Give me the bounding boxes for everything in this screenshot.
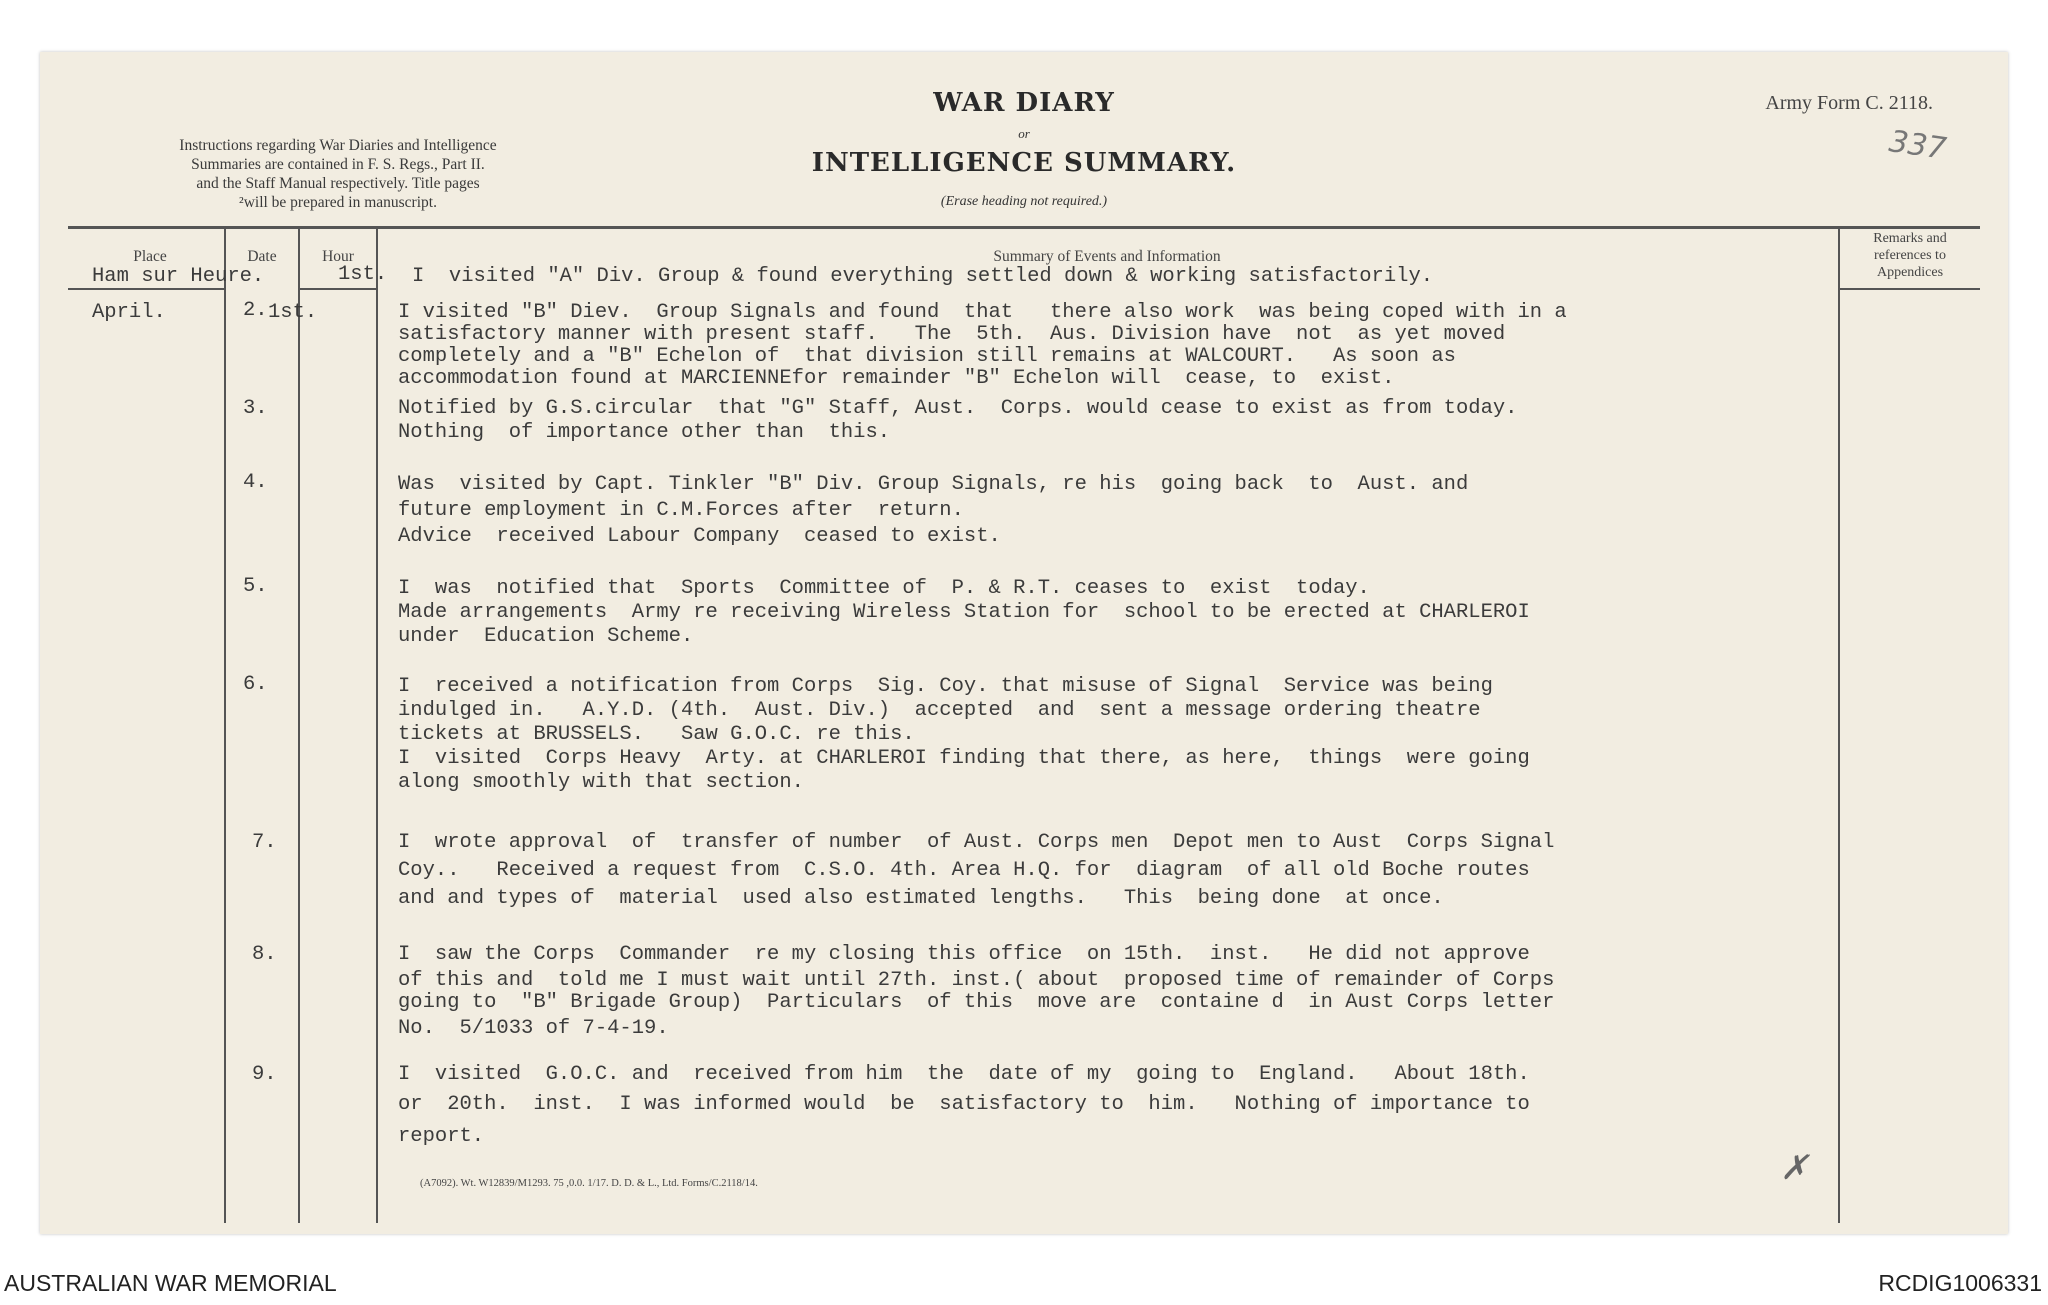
column-header-date: Date (247, 248, 277, 265)
form-print-footer: (A7092). Wt. W12839/M1293. 75 ,0.0. 1/17. D. D. & L., Ltd. Forms/C.2118/14. (420, 1178, 758, 1189)
header-bottom-rule (298, 288, 376, 290)
entry-line: indulged in. A.Y.D. (4th. Aust. Div.) accepted and sent a message ordering theatre (398, 699, 1481, 722)
handwritten-page-number: 337 (1886, 124, 1949, 167)
entry-date: 4. (243, 471, 268, 494)
entry-place: Ham sur Heure. (92, 265, 265, 288)
entry-line: Was visited by Capt. Tinkler "B" Div. Group Signals, re his going back to Aust. and (398, 473, 1469, 496)
entry-date: 6. (243, 673, 268, 696)
column-divider (1838, 228, 1840, 1223)
entry-line: Coy.. Received a request from C.S.O. 4th. Area H.Q. for diagram of all old Boche routes (398, 859, 1530, 882)
header-bottom-rule (68, 288, 224, 290)
entry-line: I was notified that Sports Committee of P. & R.T. ceases to exist today. (398, 577, 1370, 600)
entry-line: or 20th. inst. I was informed would be satisfactory to him. Nothing of importance to (398, 1093, 1530, 1116)
column-header-place: Place (133, 248, 167, 265)
entry-line: I saw the Corps Commander re my closing this office on 15th. inst. He did not approve (398, 943, 1530, 966)
entry-line: I visited "A" Div. Group & found everything settled down & working satisfactorily. (412, 265, 1434, 288)
header-bottom-rule (1838, 288, 1980, 290)
entry-date: 7. (252, 831, 277, 854)
entry-line: report. (398, 1125, 485, 1148)
record-id: RCDIG1006331 (1878, 1270, 2042, 1296)
instructions-line: Instructions regarding War Diaries and Intelligence (179, 137, 497, 154)
column-header-hour: Hour (322, 248, 354, 265)
awm-watermark: AUSTRALIAN WAR MEMORIAL (4, 1270, 337, 1296)
entry-line: tickets at BRUSSELS. Saw G.O.C. re this. (398, 723, 915, 746)
column-header-summary: Summary of Events and Information (993, 248, 1221, 265)
entry-date: 8. (252, 943, 277, 966)
handwritten-tick-mark: ✗ (1780, 1148, 1809, 1188)
entry-place: April. (92, 301, 166, 324)
army-form-number: Army Form C. 2118. (1765, 92, 1933, 114)
entry-date: 3. (243, 397, 268, 420)
column-divider (376, 228, 378, 1223)
entry-line: Advice received Labour Company ceased to exist. (398, 525, 1001, 548)
column-divider (224, 228, 226, 1223)
table-top-rule (68, 226, 1980, 229)
entry-line: going to "B" Brigade Group) Particulars of this move are containe d in Aust Corps letter (398, 991, 1555, 1014)
instructions-line: and the Staff Manual respectively. Title pages (196, 175, 480, 192)
entry-line: along smoothly with that section. (398, 771, 804, 794)
entry-line: completely and a "B" Echelon of that division still remains at WALCOURT. As soon as (398, 345, 1456, 368)
entry-line: Nothing of importance other than this. (398, 421, 891, 444)
erase-heading-note: (Erase heading not required.) (940, 194, 1108, 209)
entry-hour: 1st. (268, 301, 318, 324)
entry-date: 2. (243, 299, 268, 322)
entry-line: I visited G.O.C. and received from him the date of my going to England. About 18th. (398, 1063, 1530, 1086)
entry-line: and and types of material used also estimated lengths. This being done at once. (398, 887, 1444, 910)
entry-hour: 1st. (338, 263, 388, 286)
entry-line: Made arrangements Army re receiving Wireless Station for school to be erected at CHARLEROI (398, 601, 1530, 624)
entry-line: accommodation found at MARCIENNEfor remainder "B" Echelon will cease, to exist. (398, 367, 1395, 390)
column-divider (298, 228, 300, 1223)
entry-line: I wrote approval of transfer of number of Aust. Corps men Depot men to Aust Corps Signal (398, 831, 1555, 854)
instructions-line: ²will be prepared in manuscript. (239, 194, 437, 211)
title-or: or (1018, 126, 1030, 141)
entry-line: satisfactory manner with present staff. The 5th. Aus. Division have not as yet moved (398, 323, 1506, 346)
entry-line: Notified by G.S.circular that "G" Staff, Aust. Corps. would cease to exist as from today. (398, 397, 1518, 420)
entry-line: under Education Scheme. (398, 625, 694, 648)
entry-date: 5. (243, 575, 268, 598)
entry-line: No. 5/1033 of 7-4-19. (398, 1017, 669, 1040)
entry-line: of this and told me I must wait until 27th. inst.( about proposed time of remainder of Corps (398, 969, 1555, 992)
column-header-remarks: Remarks and references to Appendices (1873, 231, 1947, 280)
entry-line: I received a notification from Corps Sig. Coy. that misuse of Signal Service was being (398, 675, 1493, 698)
entry-line: I visited Corps Heavy Arty. at CHARLEROI finding that there, as here, things were going (398, 747, 1530, 770)
war-diary-page (40, 52, 2008, 1234)
entry-line: future employment in C.M.Forces after return. (398, 499, 964, 522)
entry-line: I visited "B" Diev. Group Signals and found that there also work was being coped with in a (398, 301, 1567, 324)
entry-date: 9. (252, 1063, 277, 1086)
title-intelligence-summary: INTELLIGENCE SUMMARY. (811, 148, 1237, 178)
title-war-diary: WAR DIARY (933, 88, 1115, 118)
instructions-line: Summaries are contained in F. S. Regs., Part II. (191, 156, 485, 173)
